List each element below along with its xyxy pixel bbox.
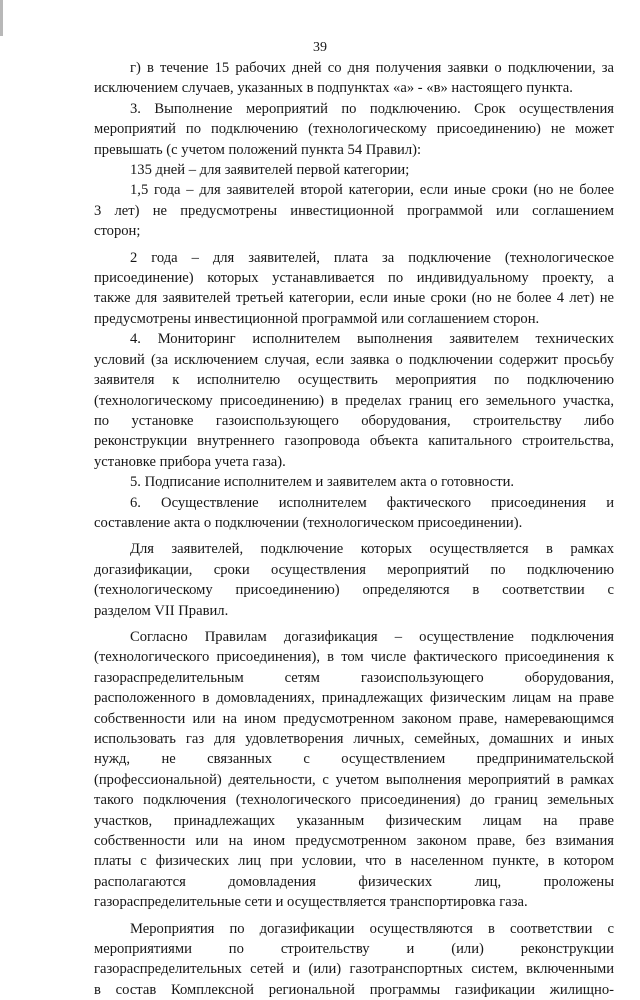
text-line: платы с физических лиц при условии, что в населенном пункте, в котором	[94, 853, 614, 870]
text-line: г) в течение 15 рабочих дней со дня получения заявки о подключении, за	[130, 60, 614, 76]
text-line: реконструкции внутреннего газопровода объекта капитального строительства,	[94, 433, 614, 450]
text-line: газораспределительных сетей и (или) газотранспортных систем, включенными	[94, 961, 614, 978]
text-line: такого подключения (технологического присоединения) до границ земельных	[94, 792, 614, 809]
text-line: условий (за исключением случая, если заявка о подключении содержит просьбу	[94, 351, 614, 368]
text-line: 6. Осуществление исполнителем фактического присоединения и	[130, 494, 614, 511]
text-line: в состав Комплексной региональной программы газификации жилищно-	[94, 981, 614, 998]
text-line: 1,5 года – для заявителей второй категории, если иные сроки (но не более	[130, 182, 614, 199]
text-line: установке прибора учета газа).	[94, 453, 286, 470]
text-line: составление акта о подключении (технологическом присоединении).	[94, 514, 523, 531]
body-text	[94, 58, 614, 1000]
text-line: (технологическому присоединению) определяются в соответствии с	[94, 582, 614, 599]
text-line: расположенного в домовладениях, принадлежащих физическим лицам на праве	[94, 690, 614, 707]
text-line: Согласно Правилам догазификация – осуществление подключения	[130, 628, 614, 645]
text-line: превышать (с учетом положений пункта 54 Правил):	[94, 141, 422, 158]
text-line: исключением случаев, указанных в подпунктах «а» - «в» настоящего пункта.	[94, 80, 573, 97]
text-line: собственности или на ином предусмотренном законом праве, намеревающимся	[94, 710, 614, 727]
text-line: (технологического присоединения), в том числе фактического присоединения к	[94, 649, 614, 666]
text-line: Для заявителей, подключение которых осуществляется в рамках	[130, 541, 614, 558]
scan-edge-mark	[0, 0, 3, 36]
text-line: нужд, не связанных с осуществлением предпринимательской	[94, 751, 614, 768]
page-number: 39	[313, 40, 327, 55]
text-line: 4. Мониторинг исполнителем выполнения заявителем технических	[130, 331, 614, 348]
text-line: мероприятиями по строительству и (или) реконструкции	[94, 941, 614, 958]
text-line: 3 лет) не предусмотрены инвестиционной программой или соглашением	[94, 202, 614, 219]
text-line: 2 года – для заявителей, плата за подключение (технологическое	[130, 249, 614, 266]
text-line: 135 дней – для заявителей первой категории;	[130, 162, 410, 179]
text-line: разделом VII Правил.	[94, 602, 229, 619]
text-line: догазификации, сроки осуществления мероприятий по подключению	[94, 561, 614, 578]
text-line: газораспределительным сетям газоиспользующего оборудования,	[94, 669, 614, 686]
text-line: предусмотрены инвестиционной программой или соглашением сторон.	[94, 310, 540, 327]
text-line: по установке газоиспользующего оборудования, строительству либо	[94, 412, 614, 429]
text-line: располагаются домовладения физических лиц, проложены	[94, 873, 614, 890]
text-line: присоединение) которых устанавливается по индивидуальному проекту, а	[94, 270, 614, 287]
text-line: также для заявителей третьей категории, если иные сроки (но не более 4 лет) не	[94, 290, 614, 307]
text-line: мероприятий по подключению (технологическому присоединению) не может	[94, 121, 614, 138]
text-line: (профессиональной) деятельности, с учетом выполнения мероприятий в рамках	[94, 771, 614, 788]
text-line: 5. Подписание исполнителем и заявителем акта о готовности.	[130, 474, 515, 491]
text-line: Мероприятия по догазификации осуществляются в соответствии с	[130, 920, 614, 937]
text-line: (технологическому присоединению) в пределах границ его земельного участка,	[94, 392, 614, 409]
text-line: участков, принадлежащих указанным физическим лицам на праве	[94, 812, 614, 829]
text-line: сторон;	[94, 223, 141, 240]
text-line: заявителя к исполнителю осуществить мероприятия по подключению	[94, 372, 614, 389]
text-line: газораспределительные сети и осуществляется транспортировка газа.	[94, 894, 528, 911]
text-line: использовать газ для удовлетворения личных, семейных, домашних и иных	[94, 731, 614, 747]
text-line: собственности или на ином предусмотренном законом праве, без взимания	[94, 833, 614, 850]
text-line: 3. Выполнение мероприятий по подключению. Срок осуществления	[130, 100, 614, 117]
